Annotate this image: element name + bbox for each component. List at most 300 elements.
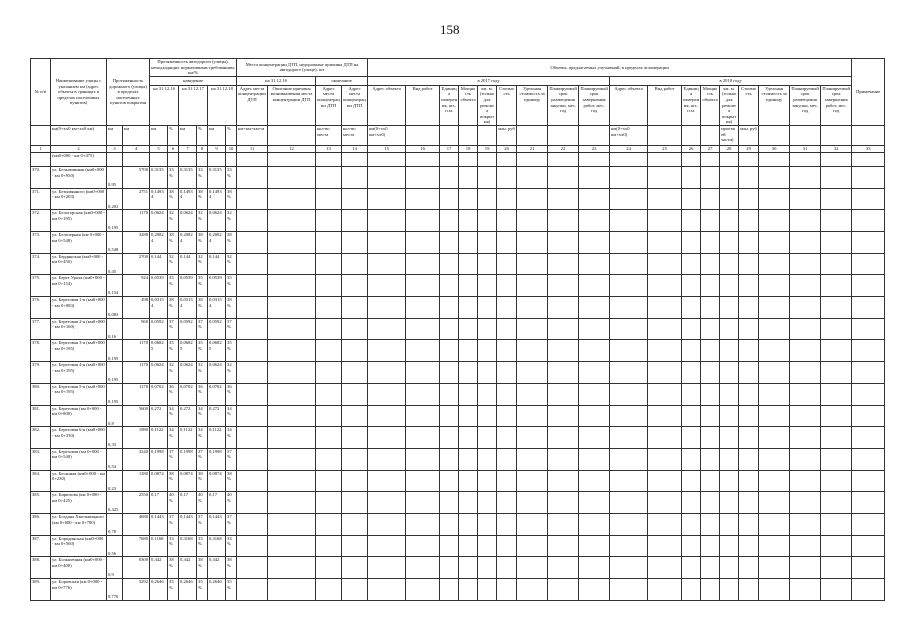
row-no: 374. [31,253,51,275]
empty-cell [459,166,478,188]
empty-cell [497,362,517,384]
row-length-km: 0,95 [107,166,123,188]
page-number: 158 [440,22,460,37]
row-pct-2018: 38% [226,232,237,254]
empty-cell [168,152,179,166]
empty-cell [237,362,268,384]
row-length-km: 0,083 [107,297,123,319]
empty-cell [739,470,759,492]
empty-cell [459,557,478,579]
empty-cell [701,513,720,535]
empty-cell [440,188,459,210]
empty-cell [852,383,885,405]
empty-cell [701,318,720,340]
row-street-name: ул. Береговая 2-я (км0+000 - км 0+160) [51,318,107,340]
row-pct-2017: 38% [197,557,208,579]
row-length-m: 2751 [123,188,150,210]
empty-cell [237,232,268,254]
empty-cell [368,535,406,557]
empty-cell [790,340,821,362]
row-km-2018: 0,2646 [208,579,226,601]
empty-cell [720,340,739,362]
empty-cell [821,405,852,427]
empty-cell [459,340,478,362]
column-number: 18 [459,145,478,152]
empty-cell [548,253,579,275]
row-km-2017: 0,1122 [179,427,197,449]
row-length-km: 0,195 [107,383,123,405]
empty-cell [701,253,720,275]
empty-cell [406,275,440,297]
row-street-name: ул. Береговая 6-я (км0+000 - км 0+330) [51,427,107,449]
row-length-km: 0,16 [107,318,123,340]
empty-cell [440,210,459,232]
empty-cell [610,275,648,297]
empty-cell [701,275,720,297]
empty-cell [579,297,610,319]
empty-cell [701,166,720,188]
empty-cell [759,448,790,470]
empty-cell [579,513,610,535]
unit-km2: км [123,125,150,145]
hdr-w-plan-end18: Планируемый срок завершения работ, мес. год [821,85,852,125]
row-length-km: 0,9 [107,557,123,579]
hdr-hazard-group: Протяженность автодороги (улицы), неподходящих нормативным требованиям, км/% [151,59,235,76]
empty-cell [548,318,579,340]
empty-cell [790,297,821,319]
empty-cell [497,275,517,297]
row-no: 375. [31,275,51,297]
row-length-km: 0,33 [107,427,123,449]
empty-cell [548,427,579,449]
empty-cell [342,253,368,275]
hdr-w-addr18: Адрес объекта [610,85,648,125]
row-no: 384. [31,470,51,492]
empty-cell [821,210,852,232]
empty-cell [548,340,579,362]
empty-cell [852,210,885,232]
row-length-m: 3240 [123,448,150,470]
empty-cell [478,535,497,557]
row-pct-2018: 32% [226,253,237,275]
empty-cell [150,152,168,166]
empty-cell [478,253,497,275]
empty-cell [759,188,790,210]
row-km-2016: 0,272 [150,405,168,427]
row-km-2018: 0,0315 4 [208,297,226,319]
empty-cell [720,232,739,254]
row-pct-2017: 37% [197,448,208,470]
column-number: 11 [237,145,268,152]
row-pct-2016: 33% [168,166,179,188]
empty-cell [342,513,368,535]
empty-cell [579,188,610,210]
empty-cell [237,318,268,340]
empty-cell [548,152,579,166]
row-pct-2016: 35% [168,340,179,362]
empty-cell [459,152,478,166]
empty-cell [459,297,478,319]
row-length-m: 1170 [123,362,150,384]
empty-cell [648,579,682,601]
empty-cell [342,297,368,319]
row-length-m: 5292 [123,579,150,601]
row-no: 378. [31,340,51,362]
hdr-w-type18: Вид работ [648,85,682,125]
empty-cell [852,340,885,362]
empty-cell [739,232,759,254]
row-street-name: ул. Бирюзова (км 0+000 - км 0+425) [51,492,107,514]
empty-cell [459,448,478,470]
row-km-2016: 0,17 [150,492,168,514]
empty-cell [406,166,440,188]
column-number: 31 [790,145,821,152]
empty-cell [790,210,821,232]
empty-cell [739,405,759,427]
empty-cell [682,579,701,601]
empty-cell [579,253,610,275]
unit-km: км [107,125,123,145]
empty-cell [610,362,648,384]
empty-cell [406,557,440,579]
column-number: 15 [368,145,406,152]
empty-cell [440,297,459,319]
empty-cell [852,448,885,470]
empty-cell [548,297,579,319]
empty-cell [406,318,440,340]
hdr-y2018: в 2018 году [610,76,852,85]
empty-cell [648,275,682,297]
empty-cell [316,448,342,470]
empty-cell [579,492,610,514]
empty-cell [610,427,648,449]
row-km-2017: 0,342 [179,557,197,579]
empty-cell [459,383,478,405]
unit-km5: км [208,125,226,145]
empty-cell [440,362,459,384]
unit-pct3: % [226,125,237,145]
hdr-works-group: Объемы, предлагаемых улучшений, в пределах агломерации [368,59,852,77]
empty-cell [459,253,478,275]
empty-cell [739,188,759,210]
empty-cell [440,340,459,362]
row-length-m: 4680 [123,513,150,535]
row-km-2018: 0,0592 [208,318,226,340]
empty-cell [648,188,682,210]
empty-cell [459,513,478,535]
empty-cell [739,535,759,557]
empty-cell [548,210,579,232]
empty-cell [440,232,459,254]
empty-cell [517,275,548,297]
empty-cell [790,448,821,470]
row-length-km: 0,8 [107,405,123,427]
unit-empty-10 [648,125,682,145]
empty-cell [790,383,821,405]
empty-cell [368,210,406,232]
empty-cell [759,513,790,535]
empty-cell [739,362,759,384]
empty-cell [268,362,316,384]
row-pct-2016: 37% [168,448,179,470]
empty-cell [268,492,316,514]
row-pct-2016: 40% [168,492,179,514]
empty-cell [759,253,790,275]
empty-cell [478,297,497,319]
hdr-y2017: в 2017 году [368,76,610,85]
row-street-name: ул. Белогорская (км0+000 - км 0+195) [51,210,107,232]
empty-cell [406,470,440,492]
row-no: 373. [31,232,51,254]
row-pct-2017: 32% [197,210,208,232]
row-km-2018: 0,1493 4 [208,188,226,210]
hdr-hazard-sub: наведение [150,76,237,85]
row-pct-2017: 35% [197,275,208,297]
empty-cell [682,427,701,449]
empty-cell [316,210,342,232]
empty-cell [759,383,790,405]
empty-cell [342,152,368,166]
unit-empty-2 [268,125,316,145]
row-length-m: 1380 [123,470,150,492]
row-street-name: ул. Березовая (км 0+000 - км 0+540) [51,448,107,470]
empty-cell [268,166,316,188]
empty-cell [440,275,459,297]
row-pct-2018: 33% [226,535,237,557]
empty-cell [720,492,739,514]
empty-cell [406,210,440,232]
empty-cell [459,405,478,427]
empty-cell [237,405,268,427]
table-row [31,253,885,275]
empty-cell [720,579,739,601]
empty-cell [790,535,821,557]
empty-cell [548,557,579,579]
empty-cell [610,492,648,514]
empty-cell [478,427,497,449]
empty-cell [316,188,342,210]
hdr-d2: на 31.12.17 [179,85,208,125]
empty-cell [517,513,548,535]
empty-cell [342,470,368,492]
empty-cell [759,297,790,319]
row-length-m: 498 [123,297,150,319]
unit-empty-15 [821,125,852,145]
empty-cell [610,470,648,492]
row-street-name: ул. Безымянного (км0+000 - км 0+203) [51,188,107,210]
row-km-2018: 0,0624 [208,210,226,232]
column-number: 20 [497,145,517,152]
empty-cell [406,427,440,449]
empty-cell [268,275,316,297]
empty-cell [268,297,316,319]
empty-cell [440,253,459,275]
empty-cell [579,448,610,470]
empty-cell [107,152,123,166]
empty-cell [720,470,739,492]
hdr-w-unit18: Единица измерения, шт., п.м. [682,85,701,125]
empty-cell [459,210,478,232]
empty-cell [701,470,720,492]
empty-cell [852,492,885,514]
empty-cell [548,405,579,427]
empty-cell [440,470,459,492]
row-pct-2016: 38% [168,557,179,579]
row-km-2017: 0,0874 [179,470,197,492]
empty-cell [579,557,610,579]
empty-cell [123,152,150,166]
empty-cell [579,405,610,427]
empty-cell [701,210,720,232]
row-km-2016: 0,1122 [150,427,168,449]
empty-cell [720,557,739,579]
empty-cell [821,383,852,405]
row-km-2018: 0,3168 [208,535,226,557]
row-km-2017: 0,144 [179,253,197,275]
column-number: 3 [107,145,123,152]
empty-cell [739,210,759,232]
empty-cell [368,383,406,405]
empty-cell [759,152,790,166]
row-pct-2016: 32% [168,362,179,384]
empty-cell [739,492,759,514]
row-length-m: 2700 [123,253,150,275]
empty-cell [648,318,682,340]
empty-cell [682,557,701,579]
hdr-dtp-addr3: Адрес места концентрации ДТП [342,85,368,125]
empty-cell [579,318,610,340]
empty-cell [497,492,517,514]
row-km-2017: 0,3168 [179,535,197,557]
empty-cell [579,579,610,601]
empty-cell [342,210,368,232]
row-km-2017: 0,0592 [179,318,197,340]
empty-cell [790,427,821,449]
row-pct-2016: 33% [168,535,179,557]
empty-cell [268,513,316,535]
empty-cell [237,253,268,275]
row-street-name: ул. Богдана Хмельницкого (км 0+000 - км 0+780) [51,513,107,535]
hdr-w-power: Мощность объекта [459,85,478,125]
empty-cell [790,470,821,492]
empty-cell [316,297,342,319]
empty-cell [682,448,701,470]
empty-cell [701,535,720,557]
empty-cell [759,579,790,601]
empty-cell [237,579,268,601]
empty-cell [852,427,885,449]
empty-cell [517,253,548,275]
road-table [30,58,885,601]
row-pct-2016: 34% [168,405,179,427]
empty-cell [821,362,852,384]
column-number: 8 [197,145,208,152]
empty-cell [406,448,440,470]
empty-cell [497,470,517,492]
empty-cell [237,210,268,232]
row-km-2016: 0,1493 4 [150,188,168,210]
empty-cell [821,152,852,166]
empty-cell [237,188,268,210]
row-km-2017: 0,17 [179,492,197,514]
empty-cell [720,383,739,405]
row-pct-2018: 32% [226,210,237,232]
empty-cell [342,383,368,405]
empty-cell [478,318,497,340]
row-pct-2016: 38% [168,470,179,492]
empty-cell [821,492,852,514]
empty-cell [648,470,682,492]
empty-cell [497,427,517,449]
hdr-d3: на 31.12.18 [208,85,237,125]
empty-cell [548,470,579,492]
empty-cell [459,275,478,297]
empty-cell [682,297,701,319]
hdr-w-km: км. м. (только для ремонта покрытия) [478,85,497,125]
empty-cell [821,513,852,535]
empty-cell [237,513,268,535]
empty-cell [739,383,759,405]
table-row [31,166,885,188]
empty-cell [368,448,406,470]
empty-cell [517,232,548,254]
row-length-km: 0,154 [107,275,123,297]
empty-cell [226,152,237,166]
empty-cell [31,152,51,166]
empty-cell [316,318,342,340]
row-pct-2017: 33% [197,166,208,188]
row-pct-2016: 32% [168,253,179,275]
row-length-m: 3288 [123,232,150,254]
empty-cell [648,362,682,384]
empty-cell [739,340,759,362]
row-pct-2016: 35% [168,579,179,601]
empty-cell [316,513,342,535]
empty-cell [701,579,720,601]
empty-cell [720,166,739,188]
empty-cell [368,470,406,492]
row-pct-2018: 37% [226,448,237,470]
empty-cell [459,427,478,449]
row-km-2017: 0,0624 [179,362,197,384]
column-number: 26 [682,145,701,152]
row-length-m: 5600 [123,405,150,427]
empty-cell [739,579,759,601]
row-no: 371. [31,188,51,210]
unit-empty-13 [759,125,790,145]
empty-cell [497,535,517,557]
empty-cell [406,362,440,384]
empty-cell [368,166,406,188]
empty-cell [852,405,885,427]
empty-cell [342,535,368,557]
empty-cell [852,470,885,492]
empty-cell [316,362,342,384]
row-no: 379. [31,362,51,384]
row-length-m: 960 [123,318,150,340]
row-km-2016: 0,3135 [150,166,168,188]
row-length-m: 1170 [123,340,150,362]
unit-empty-9 [579,125,610,145]
empty-cell [852,253,885,275]
column-number: 13 [316,145,342,152]
table-row [31,492,885,514]
empty-cell [268,535,316,557]
row-no: 381. [31,405,51,427]
empty-cell [852,535,885,557]
empty-cell [478,210,497,232]
empty-cell [497,513,517,535]
